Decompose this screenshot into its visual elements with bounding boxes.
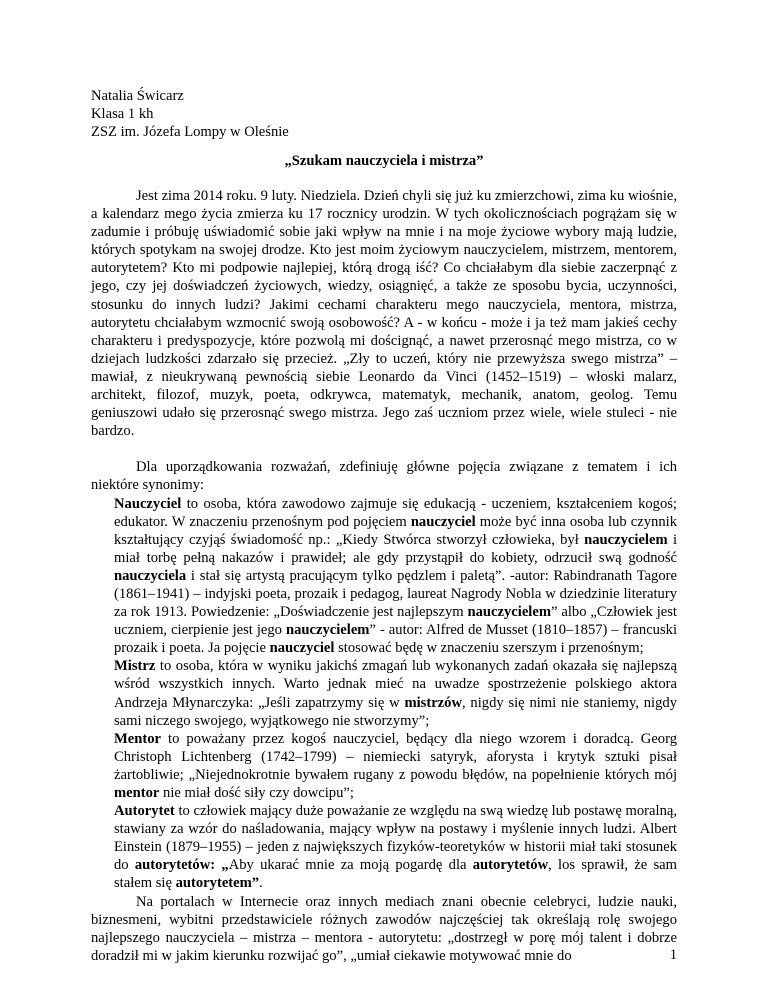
author-header (91, 87, 289, 141)
paragraph-portals: Na portalach w Internecie oraz innych mediach znani obecnie celebryci, ludzie nauki, biznesmeni, wybitni przedstawiciele różnych zawodów najczęściej tak określają rolę swojego najlepszego nauczyciela – mistrza – mentora - autorytetu: „dostrzegł w porę mój talent i dobrze doradził mi w jakim kierunku rozwijać go”, „umiał ciekawie motywować mnie do (91, 893, 677, 964)
essay-body (91, 187, 677, 965)
definition-mistrz: Mistrz to osoba, która w wyniku jakichś zmagań lub wykonanych zadań okazała się najlepszą wśród wszystkich innych. Warto jednak mieć na uwadze spostrzeżenie polskiego aktora Andrzeja Młynarczyka: „Jeśli zapatrzymy się w mistrzów, nigdy się nimi nie staniemy, nigdy sami niczego swojego, wyjątkowego nie stworzymy”; (114, 658, 677, 729)
author-name: Natalia Świcarz (91, 88, 184, 104)
paragraph-definitions-intro: Dla uporządkowania rozważań, zdefiniuję główne pojęcia związane z tematem i ich niektóre synonimy: (91, 459, 677, 494)
author-class: Klasa 1 kh (91, 106, 154, 123)
page-number: 1 (669, 947, 677, 963)
term-mentor: Mentor (114, 730, 162, 747)
term-nauczyciel: Nauczyciel (114, 495, 182, 512)
term-mistrz: Mistrz (114, 658, 156, 675)
paragraph-intro: Jest zima 2014 roku. 9 luty. Niedziela. Dzień chyli się już ku zmierzchowi, zima ku wiośnie, a kalendarz mego życia zmierza ku 17 rocznicy urodzin. W tych okolicznościach pogrążam się w zadumie i próbuję uświadomić sobie jaki wpływ na mnie i na moje życiowe wybory mają ludzie, których spotykam na swojej drodze. Kto jest moim życiowym nauczycielem, mistrzem, mentorem, autorytetem? Kto mi podpowie najlepiej, którą drogą iść? Co chciałabym dla siebie zaczerpnąć z jego, czy jej doświadczeń życiowych, wiedzy, osiągnięć, a także ze sposobu bycia, uczynności, stosunku do innych ludzi? Jakimi cechami charakteru mego nauczyciela, mentora, mistrza, autorytetu chciałabym wzmocnić swoją osobowość? A - w końcu - może i ja też mam jakieś cechy charakteru i predyspozycje, które pozwolą mi doścignąć, a nawet przerosnąć mego mistrza, co w dziejach ludzkości zdarzało się przecież. „Zły to uczeń, który nie przewyższa swego mistrza” – mawiał, z nieukrywaną pewnością siebie Leonardo da Vinci (1452–1519) – włoski malarz, architekt, filozof, muzyk, poeta, odkrywca, matematyk, mechanik, anatom, geolog. Temu geniuszowi udało się przerosnąć swego mistrza. Jego zaś uczniom przez wiele, wiele stuleci - nie bardzo. (91, 188, 677, 440)
definition-autorytet: Autorytet to człowiek mający duże poważanie ze względu na swą wiedzę lub postawę moralną, stawiany za wzór do naśladowania, mający wpływ na postawy i myślenie innych ludzi. Albert Einstein (1879–1955) – jeden z największych fizyków-teoretyków w historii miał taki stosunek do autorytetów: „Aby ukarać mnie za moją pogardę dla autorytetów, los sprawił, że sam stałem się autorytetem”. (114, 803, 677, 892)
definition-nauczyciel: Nauczyciel to osoba, która zawodowo zajmuje się edukacją - uczeniem, kształceniem kogoś; edukator. W znaczeniu przenośnym pod pojęciem nauczyciel może być inna osoba lub czynnik kształtujący czyjąś świadomość np.: „Kiedy Stwórca stworzył człowieka, był nauczycielem i miał torbę pełną nakazów i prawideł; ale gdy przystąpił do kobiety, odrzucił swą godność nauczyciela i stał się artystą pracującym tylko pędzlem i paletą”. -autor: Rabindranath Tagore (1861–1941) – indyjski poeta, prozaik i pedagog, laureat Nagrody Nobla w dziedzinie literatury za rok 1913. Powiedzenie: „Doświadczenie jest najlepszym nauczycielem” albo „Człowiek jest uczniem, cierpienie jest jego nauczycielem” - autor: Alfred de Musset (1810–1857) – francuski prozaik i poeta. Ja pojęcie nauczyciel stosować będę w znaczeniu szerszym i przenośnym; (114, 495, 678, 657)
author-school: ZSZ im. Józefa Lompy w Oleśnie (91, 124, 289, 141)
term-autorytet: Autorytet (114, 803, 175, 820)
essay-title: „Szukam nauczyciela i mistrza” (284, 153, 484, 169)
definition-mentor: Mentor to poważany przez kogoś nauczyciel, będący dla niego wzorem i doradcą. Georg Christoph Lichtenberg (1742–1799) – niemiecki satyryk, aforysta i krytyk sztuki pisał żartobliwie; „Niejednokrotnie bywałem rugany z powodu błędów, na popełnienie których mój mentor nie miał dość siły czy dowcipu”; (114, 730, 677, 801)
